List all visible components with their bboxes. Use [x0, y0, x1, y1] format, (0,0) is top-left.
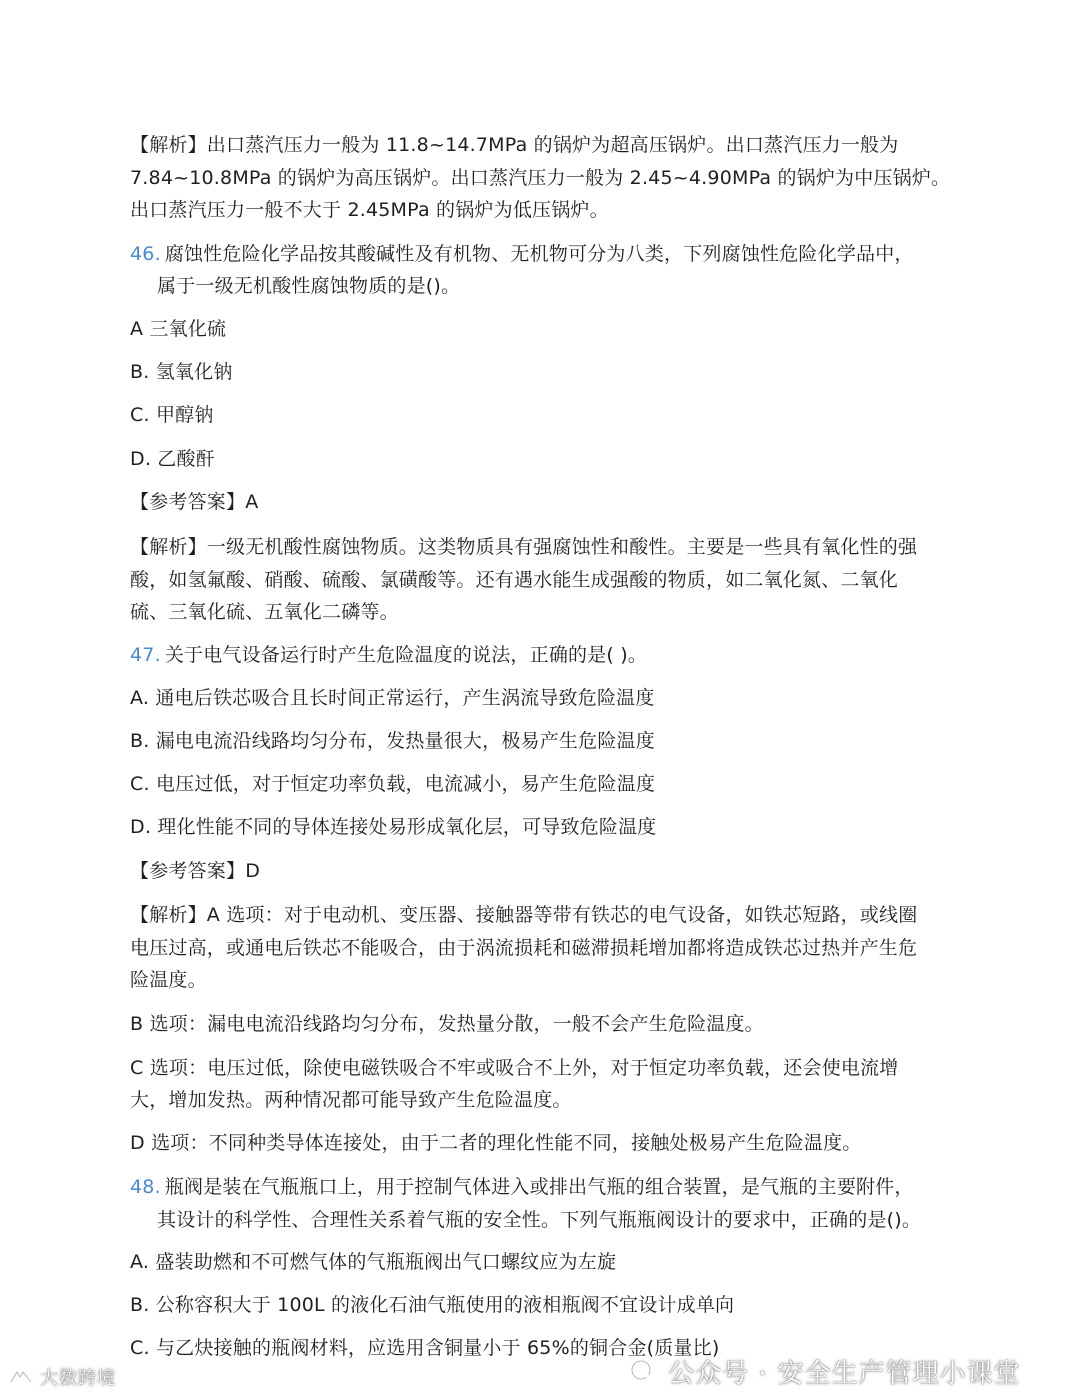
option-b: B. 漏电电流沿线路均匀分布，发热量很大，极易产生危险温度	[130, 730, 655, 752]
question-46	[130, 242, 914, 266]
watermark-account-name: 安全生产管理小课堂	[777, 1359, 1021, 1389]
reference-answer: 【参考答案】A	[130, 491, 259, 513]
question-48	[130, 1175, 914, 1199]
option-c: C. 与乙炔接触的瓶阀材料，应选用含铜量小于 65%的铜合金(质量比)	[130, 1337, 720, 1359]
analysis-line: 7.84~10.8MPa 的锅炉为高压锅炉。出口蒸汽压力一般为 2.45~4.90MPa 的锅炉为中压锅炉。	[130, 167, 951, 189]
analysis-line: C 选项：电压过低，除使电磁铁吸合不牢或吸合不上外，对于恒定功率负载，还会使电流增	[130, 1057, 899, 1079]
option-c: C. 电压过低，对于恒定功率负载，电流减小，易产生危险温度	[130, 773, 656, 795]
question-text-cont: 属于一级无机酸性腐蚀物质的是()。	[157, 275, 461, 297]
analysis-line: 【解析】一级无机酸性腐蚀物质。这类物质具有强腐蚀性和酸性。主要是一些具有氧化性的强	[130, 536, 918, 558]
question-text-cont: 其设计的科学性、合理性关系着气瓶的安全性。下列气瓶瓶阀设计的要求中，正确的是()。	[157, 1209, 922, 1231]
watermark-left-text: 大数跨境	[40, 1368, 116, 1389]
watermark-left	[8, 1364, 116, 1390]
reference-answer: 【参考答案】D	[130, 860, 261, 882]
option-a: A 三氧化硫	[130, 318, 227, 340]
analysis-line: 电压过高，或通电后铁芯不能吸合，由于涡流损耗和磁滞损耗增加都将造成铁芯过热并产生危	[130, 937, 918, 959]
watermark-prefix: 公众号 ·	[668, 1359, 768, 1389]
question-number: 46.	[130, 243, 161, 265]
question-47	[130, 643, 647, 667]
analysis-line: 【解析】A 选项：对于电动机、变压器、接触器等带有铁芯的电气设备，如铁芯短路，或线圈	[130, 904, 918, 926]
analysis-line: 【解析】出口蒸汽压力一般为 11.8~14.7MPa 的锅炉为超高压锅炉。出口蒸汽压力一般为	[130, 134, 899, 156]
question-number: 48.	[130, 1176, 161, 1198]
analysis-line: B 选项：漏电电流沿线路均匀分布，发热量分散，一般不会产生危险温度。	[130, 1013, 764, 1035]
watermark-right	[628, 1353, 1021, 1390]
option-d: D. 乙酸酐	[130, 448, 215, 470]
option-b: B. 氢氧化钠	[130, 361, 233, 383]
option-b: B. 公称容积大于 100L 的液化石油气瓶使用的液相瓶阀不宜设计成单向	[130, 1294, 735, 1316]
analysis-line: 大，增加发热。两种情况都可能导致产生危险温度。	[130, 1089, 572, 1111]
option-c: C. 甲醇钠	[130, 404, 214, 426]
question-text: 关于电气设备运行时产生危险温度的说法，正确的是( )。	[164, 644, 648, 666]
option-a: A. 通电后铁芯吸合且长时间正常运行，产生涡流导致危险温度	[130, 687, 655, 709]
option-a: A. 盛装助燃和不可燃气体的气瓶瓶阀出气口螺纹应为左旋	[130, 1251, 617, 1273]
analysis-line: 酸，如氢氟酸、硝酸、硫酸、氯磺酸等。还有遇水能生成强酸的物质，如二氧化氮、二氧化	[130, 569, 899, 591]
brand-logo-icon	[8, 1367, 34, 1387]
wechat-search-icon	[628, 1357, 658, 1387]
analysis-line: 出口蒸汽压力一般不大于 2.45MPa 的锅炉为低压锅炉。	[130, 199, 609, 221]
analysis-line: D 选项：不同种类导体连接处，由于二者的理化性能不同，接触处极易产生危险温度。	[130, 1132, 862, 1154]
question-number: 47.	[130, 644, 161, 666]
question-text: 腐蚀性危险化学品按其酸碱性及有机物、无机物可分为八类，下列腐蚀性危险化学品中，	[164, 243, 914, 265]
question-text: 瓶阀是装在气瓶瓶口上，用于控制气体进入或排出气瓶的组合装置，是气瓶的主要附件，	[164, 1176, 914, 1198]
analysis-line: 险温度。	[130, 969, 207, 991]
option-d: D. 理化性能不同的导体连接处易形成氧化层，可导致危险温度	[130, 816, 657, 838]
analysis-line: 硫、三氧化硫、五氧化二磷等。	[130, 601, 399, 623]
